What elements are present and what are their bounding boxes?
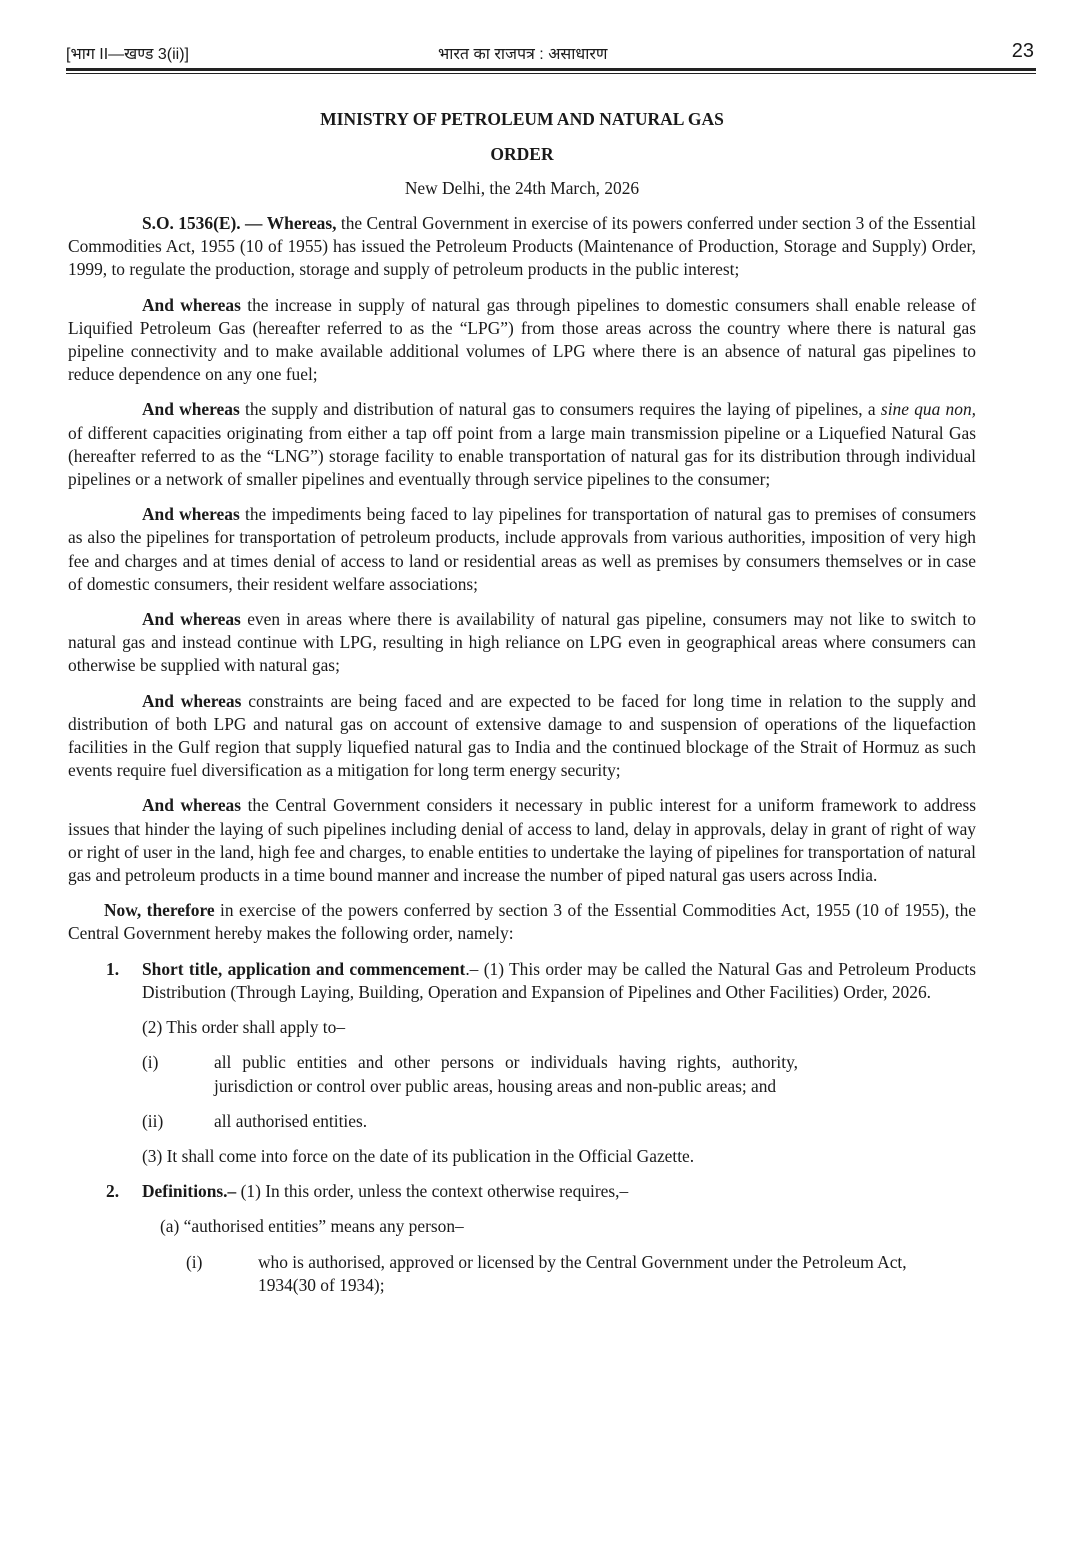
item-text: all authorised entities. (214, 1110, 368, 1131)
whereas-lead: And whereas (142, 399, 240, 420)
whereas-text: the impediments being faced to lay pipelines for transportation of natural gas to premises of consumers as also the pipelines for transportation of petroleum products, include approvals from various authorities, imposition of very high fee and charges and at times denial of access to land or residential areas as well as premises by consumers themselves or in case of domestic consumers, their resident welfare associations; (68, 504, 976, 594)
whereas-text: the increase in supply of natural gas through pipelines to domestic consumers shall enable release of Liquified Petroleum Gas (hereafter referred to as the “LPG”) from those areas across the country where there is natural gas pipeline connectivity and to make available additional volumes of LPG where there is an absence of natural gas pipelines to reduce dependence on any one fuel; (68, 294, 976, 385)
page-header (66, 40, 1036, 64)
clause-1 (68, 958, 976, 1004)
whereas-text: even in areas where there is availability of natural gas pipeline, consumers may not like to switch to natural gas and instead continue with LPG, resulting in high reliance on LPG even in geographical areas where consumers can otherwise be supplied with natural gas; (68, 609, 976, 676)
whereas-italic-term: sine qua non, (880, 399, 976, 420)
whereas-paragraph (68, 690, 976, 783)
header-rule-thin (66, 73, 1036, 74)
item-label: (ii) (142, 1110, 164, 1131)
whereas-text: the Central Government considers it necessary in public interest for a uniform framework to address issues that hinder the laying of such pipelines including denial of access to land, delay in approvals, delay in grant of right of way or right of user in the land, high fee and charges, to enable entities to undertake the laying of pipelines for transportation of natural gas and petroleum products in a time bound manner and increase the number of piped natural gas users across India. (68, 795, 976, 886)
clause-heading: Short title, application and commencement (142, 958, 466, 979)
preamble-lead: Whereas, (266, 213, 337, 233)
clause-1-item (68, 1110, 798, 1133)
clause-number: 2. (106, 1181, 120, 1202)
whereas-text: the supply and distribution of natural gas to consumers requires the laying of pipelines, a (245, 399, 876, 420)
ministry-heading: MINISTRY OF PETROLEUM AND NATURAL GAS (320, 109, 724, 129)
item-label: (i) (186, 1251, 203, 1272)
now-therefore-text: in exercise of the powers conferred by section 3 of the Essential Commodities Act, 1955 (10 of 1955), the Central Government hereby makes the following order, namely: (68, 900, 976, 944)
whereas-text: constraints are being faced and are expected to be faced for long time in relation to the supply and distribution of both LPG and natural gas on account of extensive damage to and suspension of operations of the liquefaction facilities in the Gulf region that supply liquefied natural gas to India and the continued blockage of the Strait of Hormuz as such events require fuel diversification as a mitigation for long term energy security; (68, 690, 976, 781)
now-therefore-paragraph (68, 899, 976, 945)
whereas-lead: And whereas (142, 609, 241, 630)
clause-2-sub-a: (a) “authorised entities” means any person– (160, 1216, 464, 1237)
clause-text: .– (1) This order may be called the Natural Gas and Petroleum Products Distribution (Through Laying, Building, Operation and Expansion of Pipelines and Other Facilities) Order, 2026. (142, 958, 976, 1002)
whereas-paragraph (68, 398, 976, 491)
whereas-lead: And whereas (142, 294, 241, 315)
whereas-lead: And whereas (142, 690, 242, 711)
dateline: New Delhi, the 24th March, 2026 (404, 178, 640, 198)
item-text: who is authorised, approved or licensed by the Central Government under the Petroleum Act, 1934(30 of 1934); (258, 1251, 907, 1295)
whereas-lead: And whereas (142, 504, 240, 525)
preamble-text: the Central Government in exercise of its powers conferred under section 3 of the Essential Commodities Act, 1955 (10 of 1955) has issued the Petroleum Products (Maintenance of Production, Storage and Supply) Order, 1999, to regulate the production, storage and supply of petroleum products in the public interest; (68, 213, 976, 280)
clause-2 (68, 1180, 976, 1203)
whereas-paragraph (68, 794, 976, 887)
clause-text: (1) In this order, unless the context otherwise requires,– (240, 1181, 629, 1202)
gazette-title: भारत का राजपत्र : असाधारण (438, 46, 608, 63)
document-body (68, 108, 976, 1297)
whereas-paragraph (68, 503, 976, 596)
clause-heading: Definitions.– (142, 1181, 237, 1202)
item-text: all public entities and other persons or individuals having rights, authority, jurisdiction or control over public areas, housing areas and non-public areas; and (214, 1052, 798, 1096)
whereas-lead: And whereas (142, 795, 242, 816)
so-number: S.O. 1536(E). — (142, 213, 263, 233)
clause-1-sub-2: (2) This order shall apply to– (142, 1017, 346, 1038)
now-therefore-lead: Now, therefore (104, 900, 215, 921)
part-section-label: [भाग II—खण्ड 3(ii)] (66, 46, 189, 63)
clause-1-sub-3: (3) It shall come into force on the date of its publication in the Official Gazette. (142, 1145, 695, 1166)
clause-number: 1. (106, 958, 120, 979)
whereas-paragraph (68, 294, 976, 387)
preamble-paragraph (68, 212, 976, 282)
clause-1-item (68, 1051, 798, 1097)
whereas-text: of different capacities originating from either a tap off point from a large main transmission pipeline or a Liquefied Natural Gas (hereafter referred to as the “LNG”) storage facility to enable transportation of natural gas for its distribution through individual pipelines or a network of smaller pipelines and eventually through service pipelines to the consumer; (68, 422, 976, 490)
order-title: ORDER (490, 144, 554, 164)
page-number: 23 (1011, 40, 1034, 62)
clause-2-item (68, 1251, 910, 1297)
whereas-paragraph (68, 608, 976, 678)
item-label: (i) (142, 1052, 159, 1073)
header-rule-thick (66, 68, 1036, 71)
